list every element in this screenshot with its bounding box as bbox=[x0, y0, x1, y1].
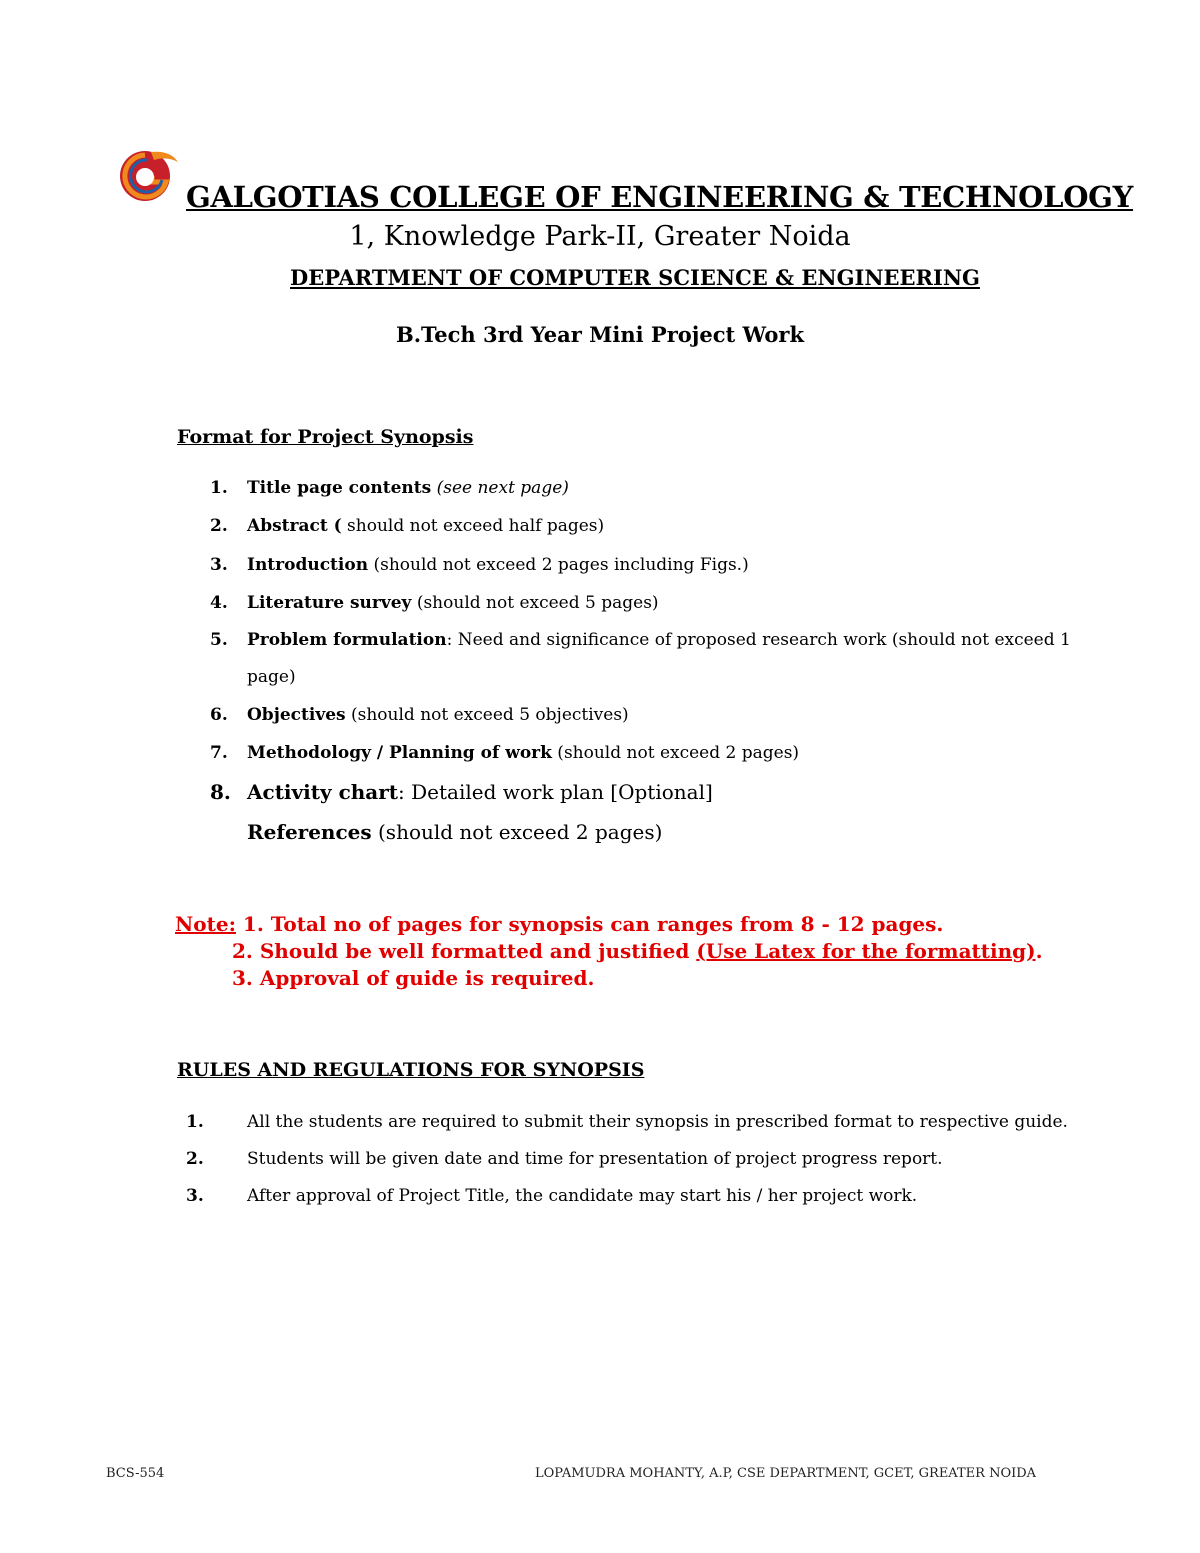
footer-author: LOPAMUDRA MOHANTY, A.P, CSE DEPARTMENT, GCET, GREATER NOIDA bbox=[535, 1466, 1037, 1481]
course-title: B.Tech 3rd Year Mini Project Work bbox=[395, 322, 805, 347]
rules-section-title: RULES AND REGULATIONS FOR SYNOPSIS bbox=[177, 1059, 645, 1081]
footer-course-code: BCS-554 bbox=[106, 1466, 165, 1481]
note-line-2: 2. Should be well formatted and justified (Use Latex for the formatting). bbox=[232, 939, 1043, 963]
note-line-3: 3. Approval of guide is required. bbox=[232, 966, 595, 990]
list-number: 1. bbox=[210, 478, 228, 498]
college-logo bbox=[118, 146, 180, 204]
list-number: 4. bbox=[210, 593, 228, 613]
list-number: 5. bbox=[210, 630, 228, 650]
list-number: 3. bbox=[210, 555, 228, 575]
list-number: 2. bbox=[210, 516, 228, 536]
format-section-title: Format for Project Synopsis bbox=[177, 426, 474, 448]
department-name: DEPARTMENT OF COMPUTER SCIENCE & ENGINEERING bbox=[290, 265, 980, 290]
note-line-1: Note: 1. Total no of pages for synopsis can ranges from 8 - 12 pages. bbox=[175, 912, 944, 936]
note-label: Note: bbox=[175, 912, 236, 936]
list-number: 7. bbox=[210, 743, 228, 763]
list-number: 6. bbox=[210, 705, 228, 725]
college-name: GALGOTIAS COLLEGE OF ENGINEERING & TECHNOLOGY bbox=[186, 180, 1134, 214]
list-number: 8. bbox=[210, 780, 231, 804]
college-address: 1, Knowledge Park-II, Greater Noida bbox=[349, 221, 851, 252]
